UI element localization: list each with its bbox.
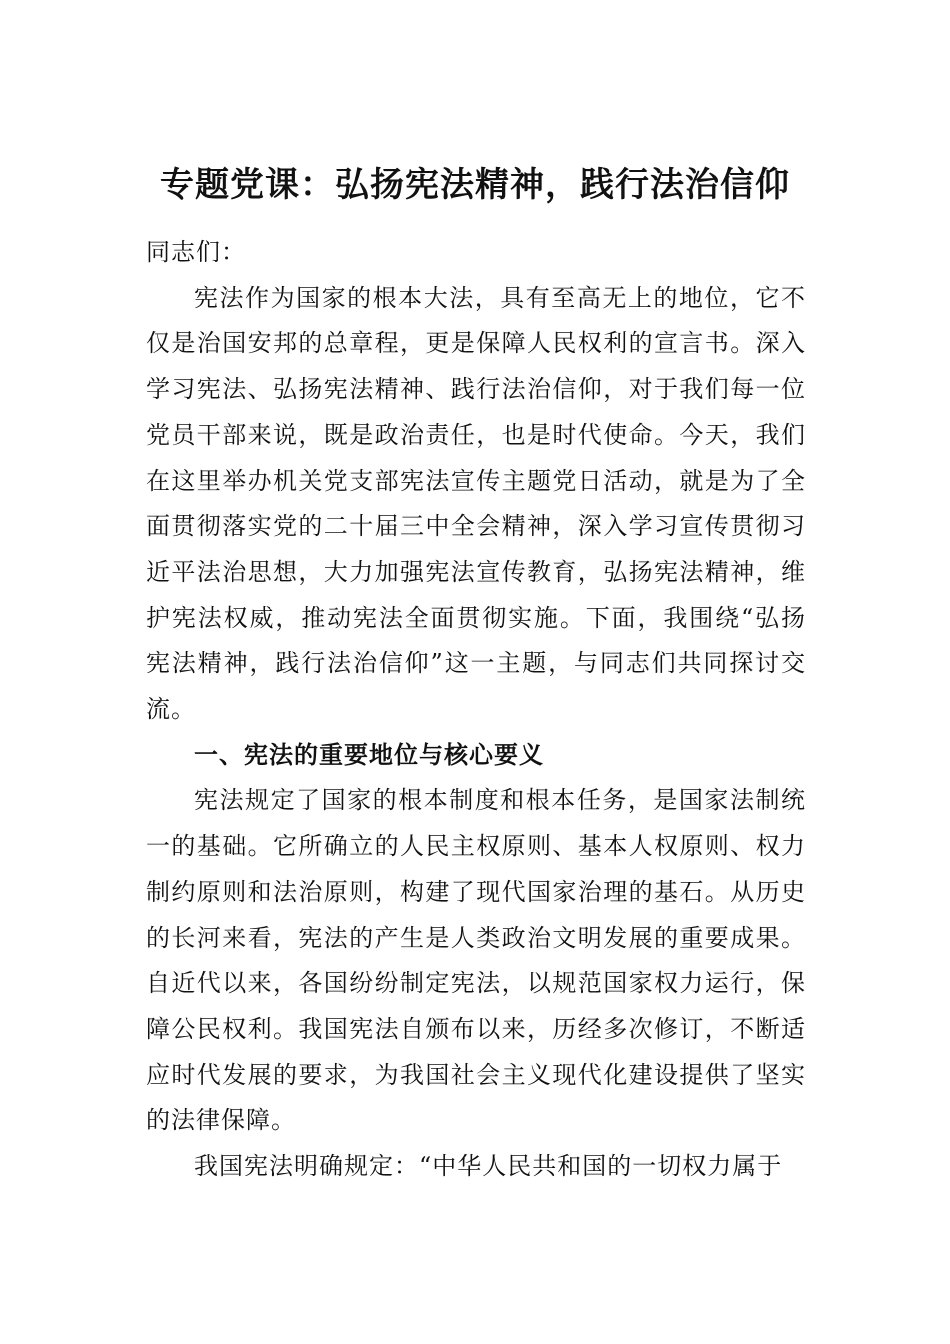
- document-title: 专题党课：弘扬宪法精神，践行法治信仰: [160, 165, 790, 205]
- paragraph-intro: 宪法作为国家的根本大法，具有至高无上的地位，它不仅是治国安邦的总章程，更是保障人民权利的宣言书。深入学习宪法、弘扬宪法精神、践行法治信仰，对于我们每一位党员干部来说，既是政治责任，也是时代使命。今天，我们在这里举办机关党支部宪法宣传主题党日活动，就是为了全面贯彻落实党的二十届三中全会精神，深入学习宣传贯彻习近平法治思想，大力加强宪法宣传教育，弘扬宪法精神，维护宪法权威，推动宪法全面贯彻实施。下面，我围绕“弘扬宪法精神，践行法治信仰”这一主题，与同志们共同探讨交流。: [146, 283, 806, 724]
- salutation: 同志们：: [146, 238, 246, 266]
- document-body: [146, 230, 806, 1190]
- section-heading: 一、宪法的重要地位与核心要义: [194, 740, 544, 769]
- paragraph-constitution-provision: 我国宪法明确规定：“中华人民共和国的一切权力属于: [194, 1152, 783, 1181]
- paragraph-constitution-status: 宪法规定了国家的根本制度和根本任务，是国家法制统一的基础。它所确立的人民主权原则、基本人权原则、权力制约原则和法治原则，构建了现代国家治理的基石。从历史的长河来看，宪法的产生是人类政治文明发展的重要成果。自近代以来，各国纷纷制定宪法，以规范国家权力运行，保障公民权利。我国宪法自颁布以来，历经多次修订，不断适应时代发展的要求，为我国社会主义现代化建设提供了坚实的法律保障。: [146, 786, 806, 1135]
